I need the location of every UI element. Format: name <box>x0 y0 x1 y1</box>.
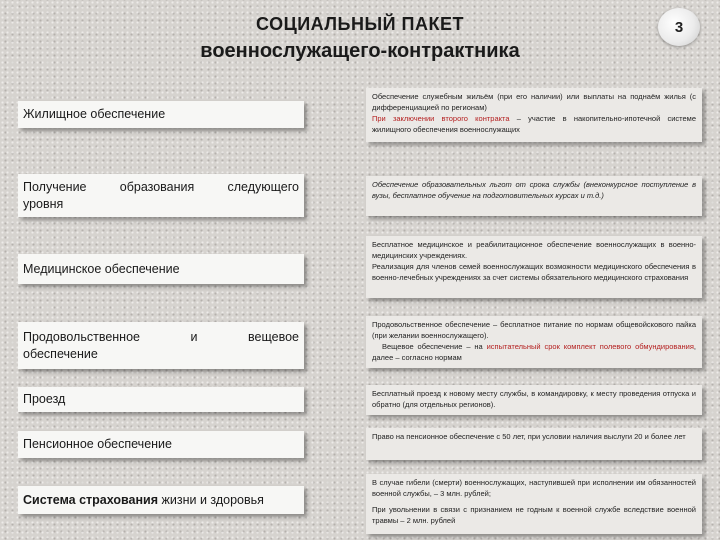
benefit-text: – на <box>462 341 487 351</box>
benefit-medical <box>366 236 702 298</box>
category-label: следующего <box>227 179 299 194</box>
benefit-text: Продовольственное обеспечение – бесплатное питание по нормам общевойскового пайка (при желании военнослужащего). <box>372 320 696 340</box>
category-food-clothing <box>18 322 304 369</box>
category-travel <box>18 387 304 412</box>
benefit-text: Реализация для членов семей военнослужащих возможности медицинского обеспечения в военно-лечебных учреждениях за счет системы обязательного медицинского страхования <box>372 261 696 282</box>
benefit-text: Бесплатный проезд к новому месту службы, в командировку, к месту проведения отпуска и обратно (для отдельных регионов). <box>372 389 696 409</box>
slide-title: СОЦИАЛЬНЫЙ ПАКЕТ <box>256 14 464 34</box>
benefit-insurance <box>366 474 702 534</box>
benefit-text: – участие в накопительно-ипотечной системе жилищного обеспечения военнослужащих <box>372 113 696 134</box>
benefit-text: , далее – согласно нормам <box>372 341 696 362</box>
category-label: Проезд <box>23 392 66 407</box>
benefit-pension <box>366 428 702 460</box>
slide-number-badge: 3 <box>658 8 700 46</box>
category-label: Жилищное обеспечение <box>23 107 166 122</box>
benefit-highlight: испытательный срок комплект полевого обмундирования <box>486 341 694 351</box>
category-label: жизни и здоровья <box>158 492 264 507</box>
category-label: Продовольственное <box>23 329 140 344</box>
category-label: образования <box>119 179 195 194</box>
benefit-text: Обеспечение образовательных льгот от срока службы (внеконкурсное поступление в вузы, бесплатное обучение на подготовительных курсах и т.д.) <box>372 180 696 200</box>
category-pension <box>18 431 304 458</box>
benefit-food-clothing <box>366 316 702 368</box>
category-insurance <box>18 486 304 514</box>
benefit-text: При увольнении в связи с признанием не годным к военной службе вследствие военной травмы – 2 млн. рублей <box>372 504 696 525</box>
category-label: Медицинское обеспечение <box>23 261 180 276</box>
category-label: Получение <box>23 179 87 194</box>
benefit-highlight: При заключении второго контракта <box>372 113 510 123</box>
benefit-text: Бесплатное медицинское и реабилитационное обеспечение военнослужащих в военно-медицинских учреждениях. <box>372 240 696 260</box>
benefit-text: В случае гибели (смерти) военнослужащих, наступившей при исполнении им обязанностей военной службы, – 3 млн. рублей; <box>372 478 696 498</box>
benefit-travel <box>366 385 702 415</box>
benefit-text: Право на пенсионное обеспечение с 50 лет, при условии наличия выслуги 20 и более лет <box>372 432 686 441</box>
benefit-education <box>366 176 702 216</box>
slide-subtitle: военнослужащего-контрактника <box>200 40 520 62</box>
benefit-housing <box>366 88 702 142</box>
category-label: Система страхования <box>23 492 159 507</box>
category-label: обеспечение <box>23 346 98 361</box>
category-education <box>18 174 304 217</box>
category-label: и <box>190 329 198 344</box>
category-label: уровня <box>23 196 64 211</box>
category-label: Пенсионное обеспечение <box>23 437 172 452</box>
benefit-text: Вещевое обеспечение <box>382 341 463 351</box>
category-label: вещевое <box>248 329 299 344</box>
benefit-text: Обеспечение служебным жильём (при его наличии) или выплаты на поднаём жилья (с дифференциацией по регионам) <box>372 92 696 112</box>
category-medical <box>18 254 304 284</box>
category-housing <box>18 101 304 128</box>
